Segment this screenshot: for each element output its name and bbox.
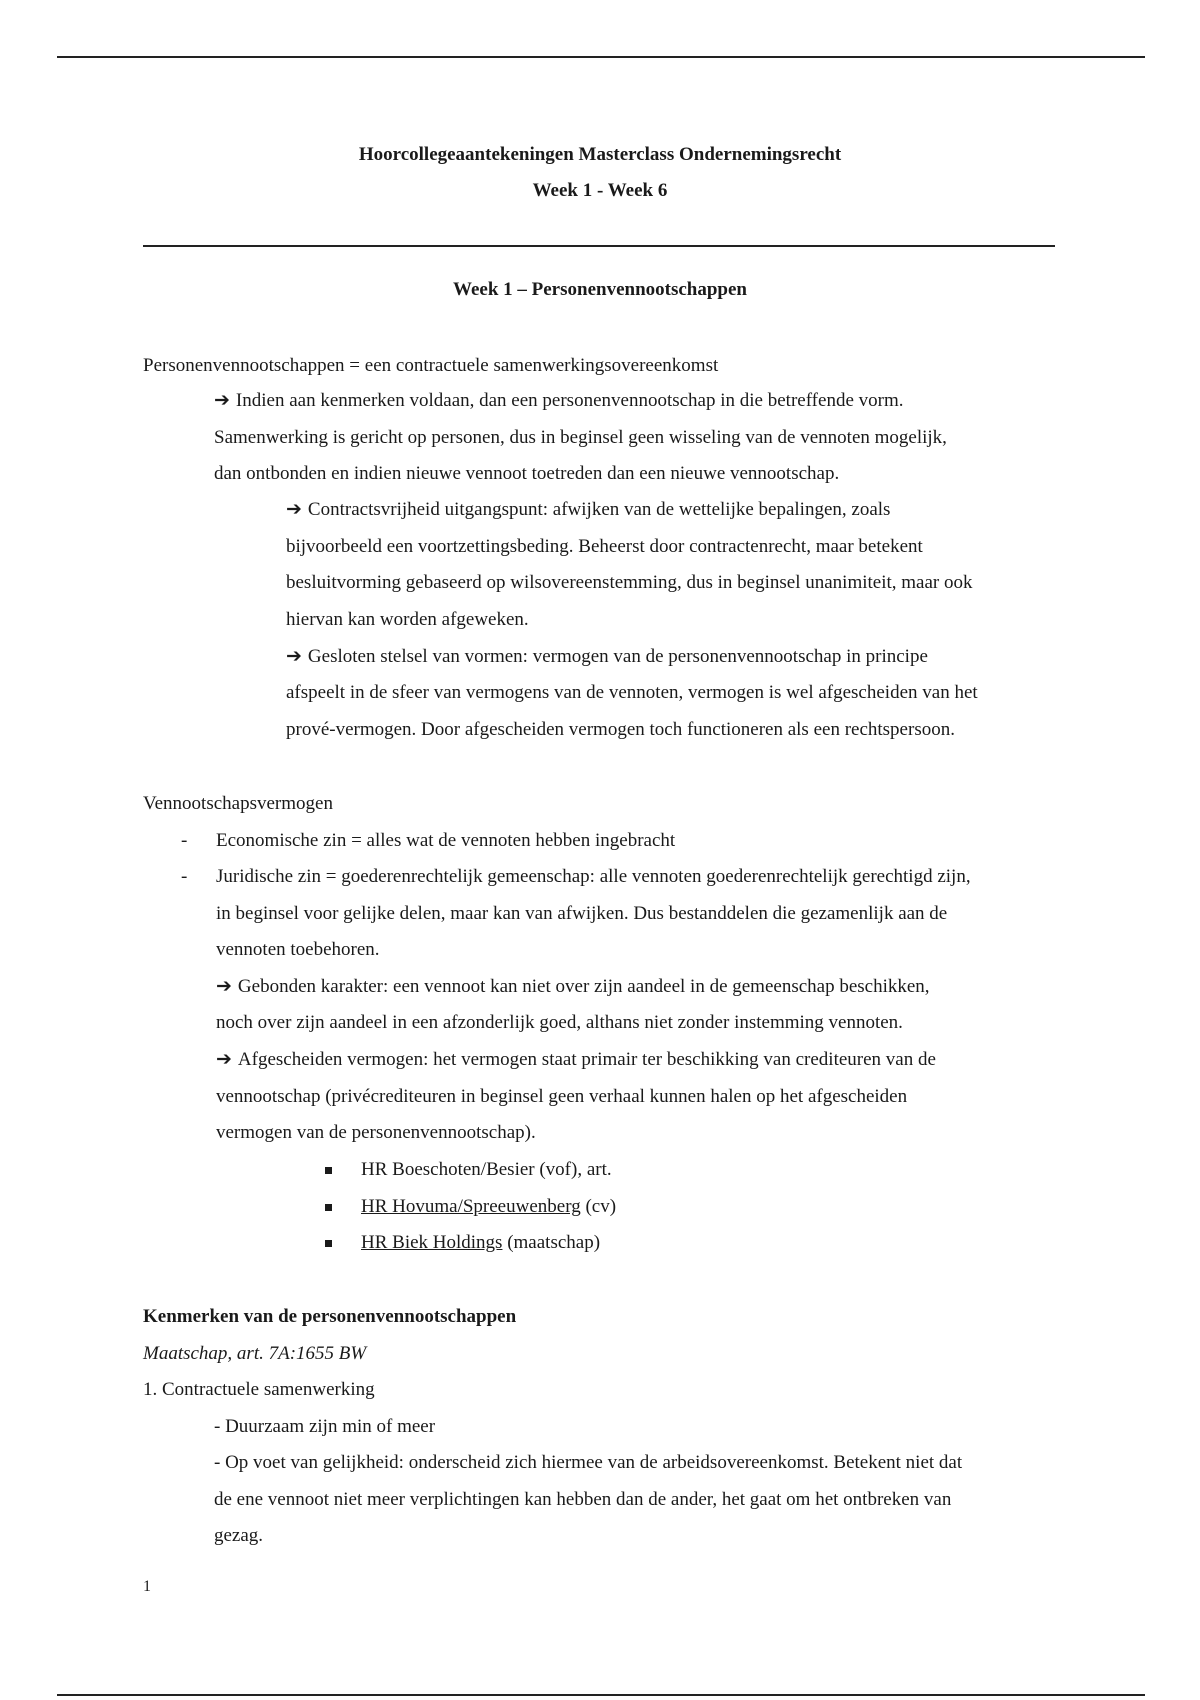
arrow-icon: ➔ xyxy=(286,499,302,520)
paragraph-line: hiervan kan worden afgeweken. xyxy=(286,609,529,630)
case-link[interactable]: HR Hovuma/Spreeuwenberg xyxy=(361,1196,581,1217)
list-item: vennoten toebehoren. xyxy=(216,939,380,960)
bottom-rule xyxy=(57,1694,1145,1696)
paragraph-line: vermogen van de personenvennootschap). xyxy=(216,1122,536,1143)
paragraph-line: besluitvorming gebaseerd op wilsovereenstemming, dus in beginsel unanimiteit, maar ook xyxy=(286,572,973,593)
paragraph-line: bijvoorbeeld een voortzettingsbeding. Beheerst door contractenrecht, maar betekent xyxy=(286,536,923,557)
bullet-icon xyxy=(325,1204,332,1211)
bullet-icon xyxy=(325,1240,332,1247)
paragraph-line: Samenwerking is gericht op personen, dus in beginsel geen wisseling van de vennoten mogelijk, xyxy=(214,427,947,448)
list-item: Juridische zin = goederenrechtelijk gemeenschap: alle vennoten goederenrechtelijk gerechtigd zijn, xyxy=(216,866,971,887)
list-dash: - xyxy=(181,830,188,851)
numbered-point: 1. Contractuele samenwerking xyxy=(143,1379,375,1400)
paragraph-line: afspeelt in de sfeer van vermogens van de vennoten, vermogen is wel afgescheiden van het xyxy=(286,682,978,703)
document-subtitle: Week 1 - Week 6 xyxy=(532,180,668,201)
section-heading-vermogen: Vennootschapsvermogen xyxy=(143,793,333,814)
arrow-icon: ➔ xyxy=(214,390,230,411)
list-item: Economische zin = alles wat de vennoten hebben ingebracht xyxy=(216,830,676,851)
paragraph-line: ➔ Indien aan kenmerken voldaan, dan een personenvennootschap in die betreffende vorm. xyxy=(214,390,904,411)
paragraph-line: noch over zijn aandeel in een afzonderlijk goed, althans niet zonder instemming vennoten. xyxy=(216,1012,903,1033)
sub-point: de ene vennoot niet meer verplichtingen kan hebben dan de ander, het gaat om het ontbreken van xyxy=(214,1489,952,1510)
sub-point: - Duurzaam zijn min of meer xyxy=(214,1416,436,1437)
paragraph-line: prové-vermogen. Door afgescheiden vermogen toch functioneren als een rechtspersoon. xyxy=(286,719,955,740)
case-link[interactable]: HR Biek Holdings xyxy=(361,1232,503,1253)
arrow-icon: ➔ xyxy=(216,1049,232,1070)
paragraph-line: ➔ Afgescheiden vermogen: het vermogen staat primair ter beschikking van crediteuren van de xyxy=(216,1049,936,1070)
definition-line: Personenvennootschappen = een contractuele samenwerkingsovereenkomst xyxy=(143,355,719,376)
list-dash: - xyxy=(181,866,188,887)
paragraph-line: ➔ Gebonden karakter: een vennoot kan niet over zijn aandeel in de gemeenschap beschikken, xyxy=(216,976,930,997)
paragraph-line: ➔ Gesloten stelsel van vormen: vermogen van de personenvennootschap in principe xyxy=(286,646,928,667)
case-item: HR Hovuma/Spreeuwenberg (cv) xyxy=(361,1196,617,1217)
bullet-icon xyxy=(325,1167,332,1174)
paragraph-line: dan ontbonden en indien nieuwe vennoot toetreden dan een nieuwe vennootschap. xyxy=(214,463,840,484)
case-item: HR Biek Holdings (maatschap) xyxy=(361,1232,601,1253)
document-title: Hoorcollegeaantekeningen Masterclass Ondernemingsrecht xyxy=(358,144,842,165)
arrow-icon: ➔ xyxy=(286,646,302,667)
page-number: 1 xyxy=(143,1578,151,1595)
section-heading-week1: Week 1 – Personenvennootschappen xyxy=(453,279,747,300)
sub-point: - Op voet van gelijkheid: onderscheid zich hiermee van de arbeidsovereenkomst. Betekent niet dat xyxy=(214,1452,963,1473)
case-item: HR Boeschoten/Besier (vof), art. xyxy=(361,1159,612,1180)
arrow-icon: ➔ xyxy=(216,976,232,997)
list-item: in beginsel voor gelijke delen, maar kan van afwijken. Dus bestanddelen die gezamenlijk aan de xyxy=(216,903,948,924)
paragraph-line: vennootschap (privécrediteuren in beginsel geen verhaal kunnen halen op het afgescheiden xyxy=(216,1086,908,1107)
section-heading-kenmerken: Kenmerken van de personenvennootschappen xyxy=(143,1306,517,1327)
top-rule xyxy=(57,56,1145,58)
sub-point: gezag. xyxy=(214,1525,264,1546)
title-divider xyxy=(143,245,1055,247)
subheading-maatschap: Maatschap, art. 7A:1655 BW xyxy=(143,1343,367,1364)
paragraph-line: ➔ Contractsvrijheid uitgangspunt: afwijken van de wettelijke bepalingen, zoals xyxy=(286,499,891,520)
